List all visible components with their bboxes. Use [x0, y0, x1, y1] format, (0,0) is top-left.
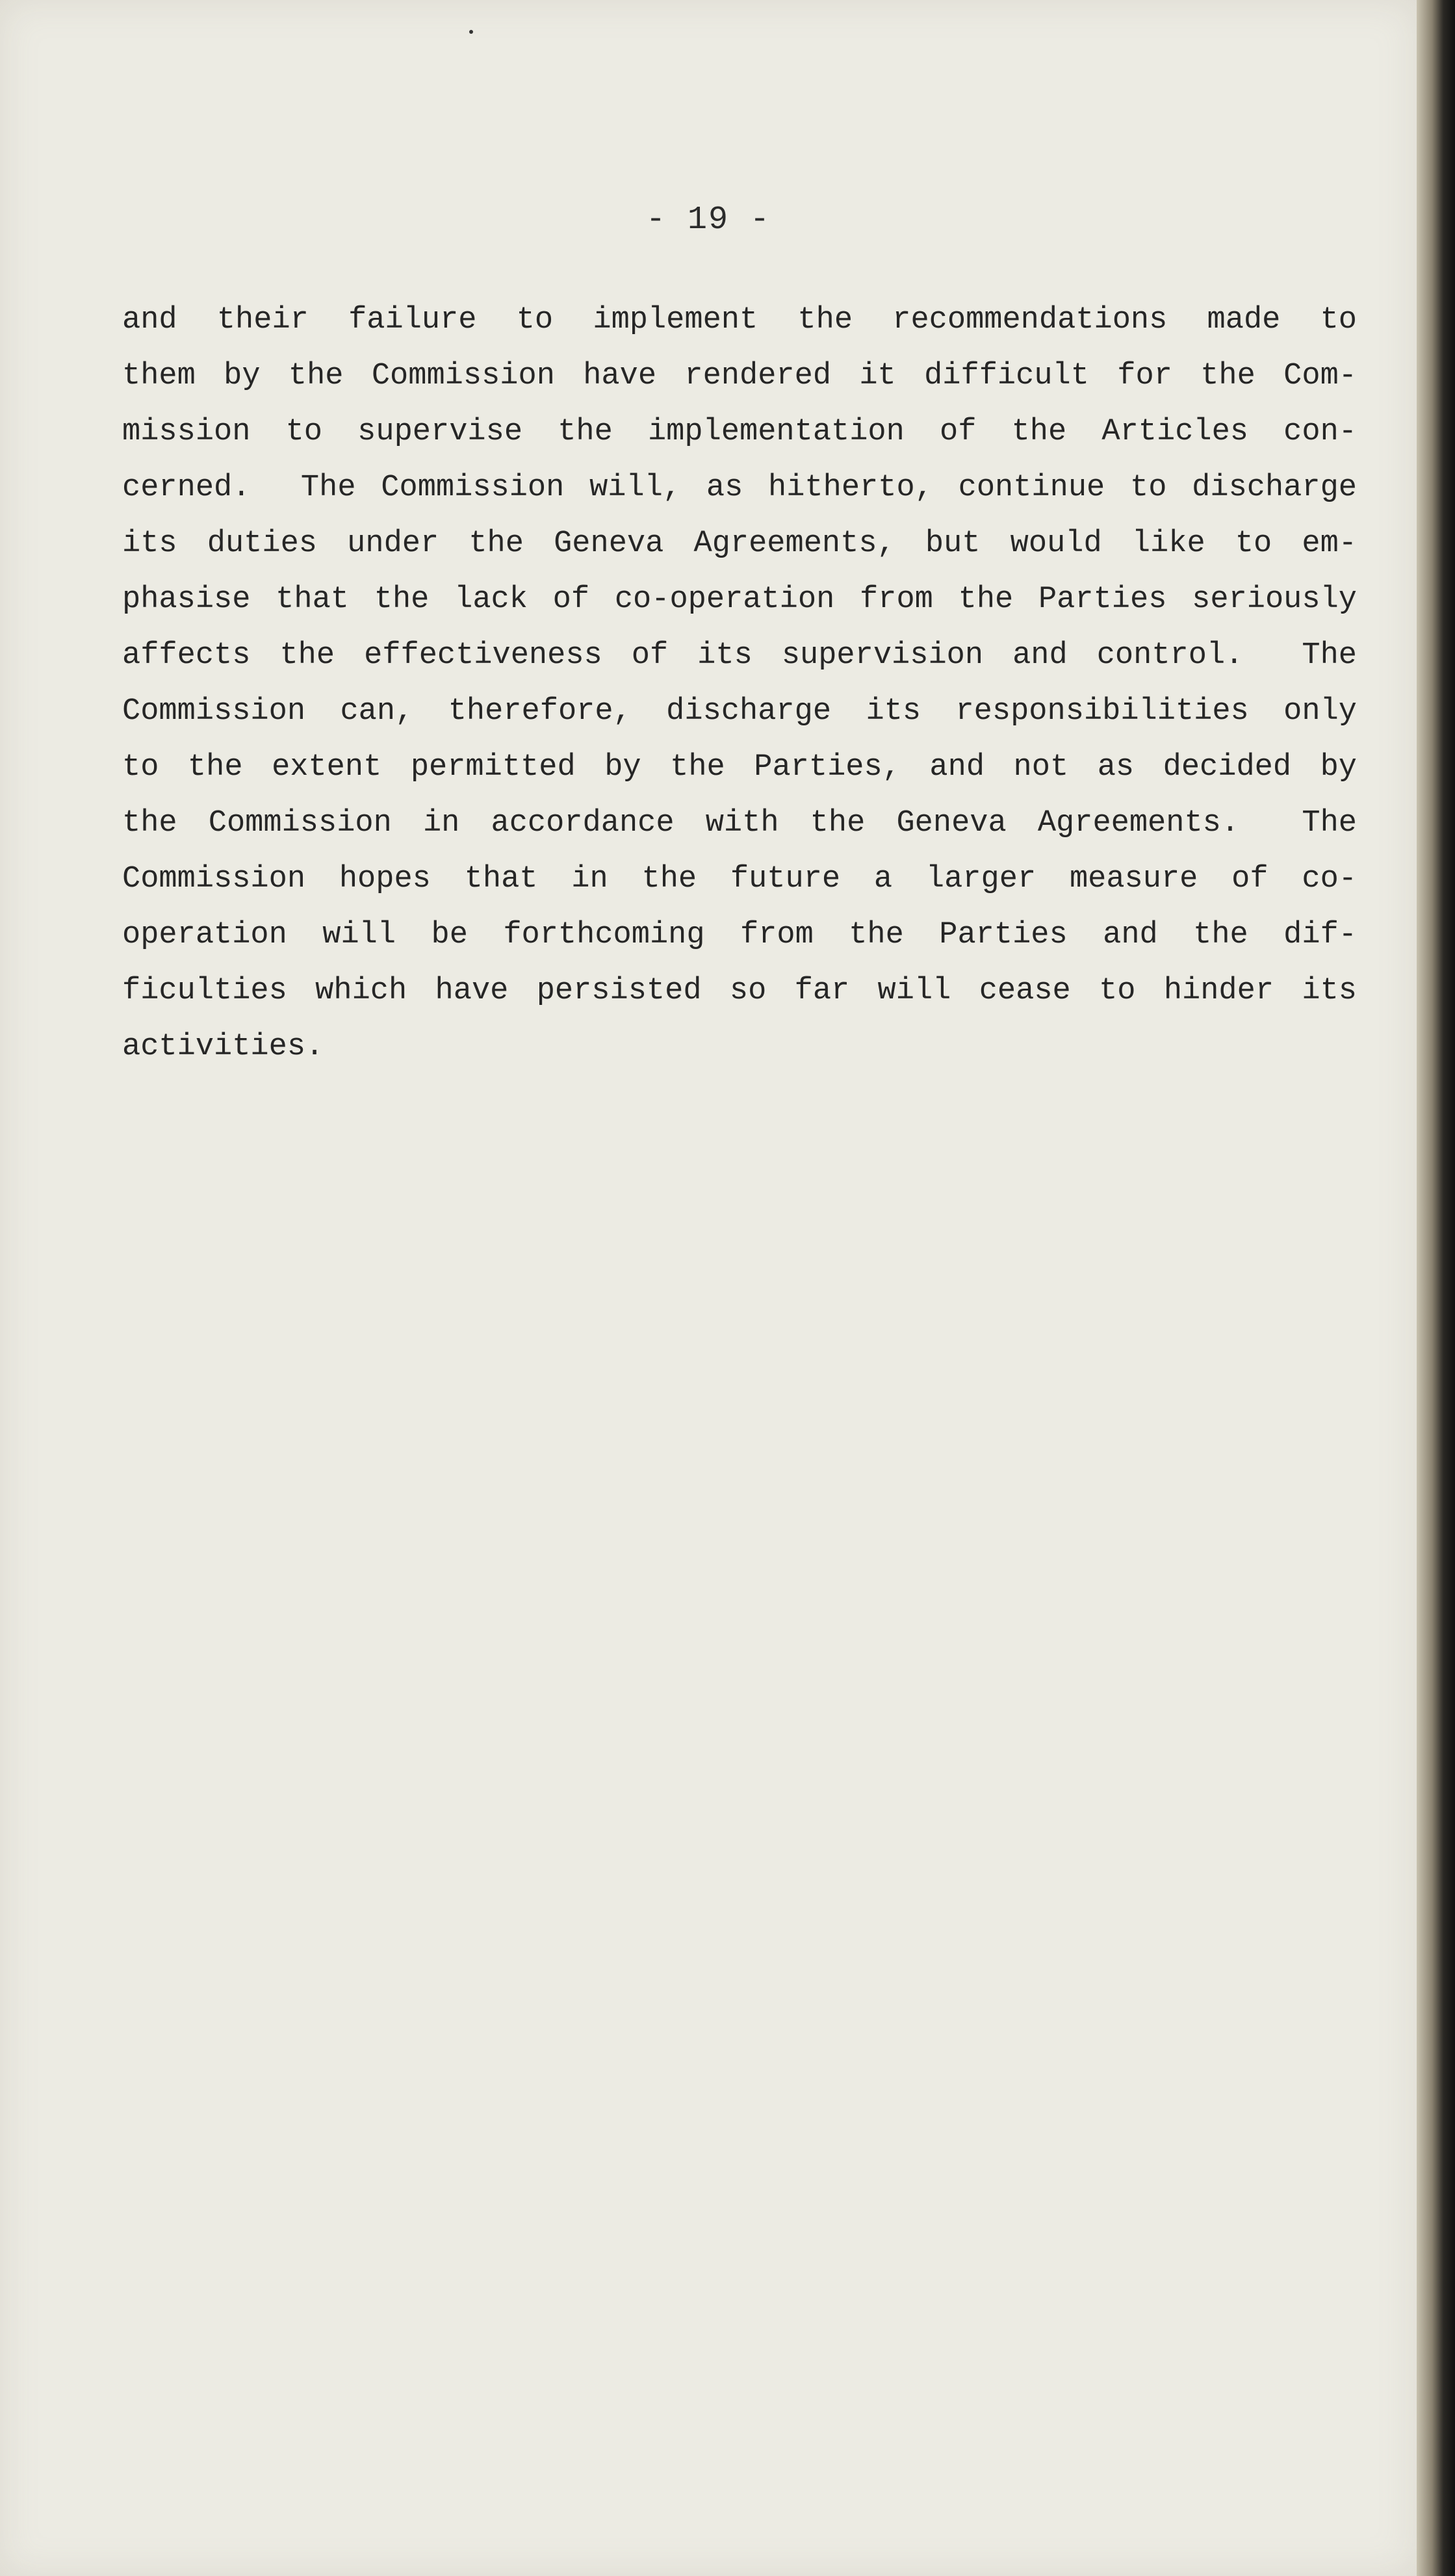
text-line: activities.: [122, 1030, 324, 1064]
text-line: operation will be forthcoming from the Parties and the dif-: [122, 918, 1357, 952]
text-line: Commission hopes that in the future a larger measure of co-: [122, 862, 1357, 896]
text-line: Commission can, therefore, discharge its responsibilities only: [122, 694, 1357, 729]
text-line: to the extent permitted by the Parties, and not as decided by: [122, 750, 1357, 785]
text-line: ficulties which have persisted so far will cease to hinder its: [122, 974, 1357, 1008]
page-edge-shadow: [1417, 0, 1455, 2576]
text-line: affects the effectiveness of its supervision and control. The: [122, 638, 1357, 673]
text-line: its duties under the Geneva Agreements, but would like to em-: [122, 527, 1357, 561]
speck-mark: [469, 30, 473, 34]
text-line: the Commission in accordance with the Geneva Agreements. The: [122, 806, 1357, 840]
text-line: phasise that the lack of co-operation from the Parties seriously: [122, 582, 1357, 617]
text-line: cerned. The Commission will, as hitherto, continue to discharge: [122, 471, 1357, 505]
text-line: mission to supervise the implementation of the Articles con-: [122, 415, 1357, 449]
text-line: and their failure to implement the recommendations made to: [122, 303, 1357, 337]
text-line: them by the Commission have rendered it difficult for the Com-: [122, 359, 1357, 393]
page-number: - 19 -: [645, 202, 771, 239]
body-paragraph: [122, 293, 1357, 1075]
